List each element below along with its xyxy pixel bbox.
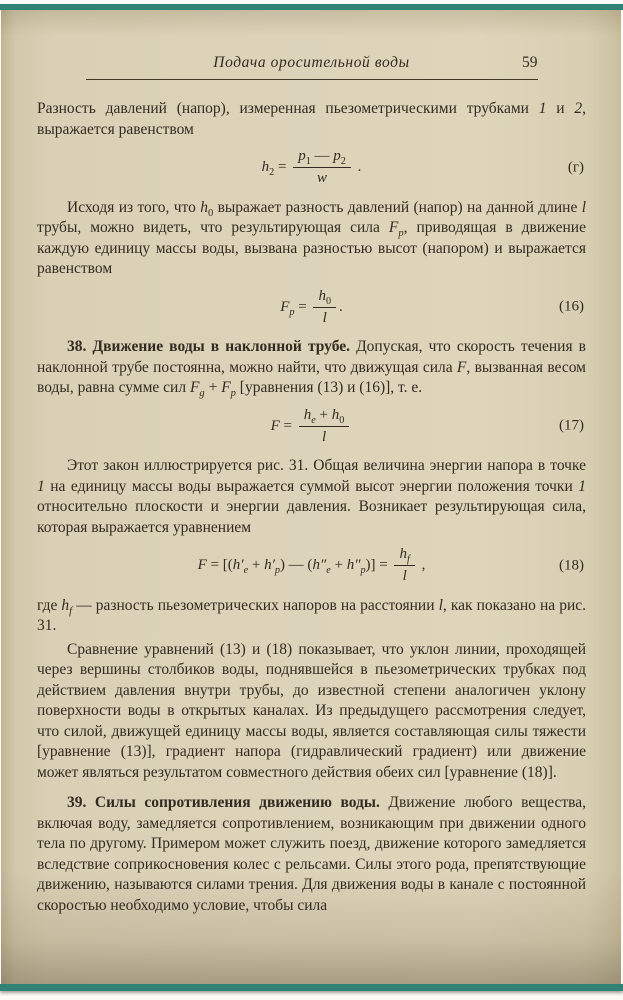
fraction-numerator: $h_e + h_0$ bbox=[299, 407, 350, 427]
equation-lhs: $F_p$ = bbox=[280, 298, 311, 318]
equation-lhs: $F = [(h'_e + h'_p)$ — $(h''_e + h''_p)$] = bbox=[197, 557, 392, 577]
equation-tail: , bbox=[417, 557, 426, 574]
paragraph-hf: где $h_f$ — разность пьезометрических напоров на расстоянии l, как показано на рис. 31. bbox=[37, 596, 586, 634]
paragraph-law: Этот закон иллюстрируется рис. 31. Общая величина энергии напора в точке 1 на единицу массы воды выражается суммой высот энергии положения точки 1 относительно плоскости и энергии давления. Возникает результирующая сила, которая выражается уравнением bbox=[37, 457, 586, 536]
fraction-denominator: l bbox=[402, 568, 407, 585]
equation-lhs: F = bbox=[270, 417, 296, 434]
equation-g bbox=[37, 148, 586, 188]
fraction-denominator: l bbox=[322, 309, 327, 326]
equation-number: (16) bbox=[559, 298, 584, 315]
fraction-numerator: $h_f$ bbox=[394, 546, 414, 566]
fraction bbox=[394, 546, 414, 586]
equation-number: (17) bbox=[559, 417, 584, 434]
equation-16 bbox=[37, 288, 586, 328]
equation-lhs: $h_2$ = bbox=[261, 159, 291, 179]
fraction bbox=[293, 148, 351, 188]
fraction-numerator: $h_0$ bbox=[313, 288, 336, 308]
equation-number: (г) bbox=[567, 159, 584, 176]
paper bbox=[1, 10, 621, 984]
paragraph-h0: Исходя из того, что $h_0$ выражает разность давлений (напор) на данной длине l трубы, можно видеть, что результирующая сила $F_p$, приводящая в движение каждую единицу массы воды, вызвана разностью высот (напором) и выражается равенством bbox=[37, 198, 586, 277]
equation-body bbox=[262, 148, 362, 188]
equation-18 bbox=[37, 546, 586, 586]
fraction-denominator: w bbox=[317, 170, 328, 187]
equation-body bbox=[280, 288, 343, 328]
page-content bbox=[37, 96, 586, 919]
equation-tail: . bbox=[353, 159, 362, 176]
fraction-numerator: $p_1$ — $p_2$ bbox=[293, 148, 351, 168]
paragraph-intro: Разность давлений (напор), измеренная пьезометрическими трубками 1 и 2, выражается равенством bbox=[37, 100, 586, 138]
equation-body bbox=[198, 546, 426, 586]
equation-number: (18) bbox=[559, 557, 584, 574]
fraction bbox=[299, 407, 350, 447]
equation-tail: . bbox=[339, 298, 343, 315]
section-39-paragraph: 39. Силы сопротивления движению воды. Движение любого вещества, включая воду, замедляется сопротивлением, возникающим при движении одного тела по другому. Примером может служить поезд, движение которого замедляется вследствие соприкосновения колес с рельсами. Силы этого рода, препятствующие движению, называются силами трения. Для движения воды в канале с постоянной скоростью необходимо условие, чтобы сила bbox=[37, 794, 586, 914]
scan-edge-bottom bbox=[0, 984, 623, 991]
fraction bbox=[313, 288, 336, 328]
paragraph-comparison: Сравнение уравнений (13) и (18) показывает, что уклон линии, проходящей через вершины столбиков воды, поднявшейся в пьезометрических трубках под действием давления внутри трубы, до известной степени аналогичен уклону поверхности воды в открытых каналах. Из предыдущего рассмотрения следует, что силой, движущей единицу массы воды, является составляющая силы тяжести [уравнение (13)], градиент напора (гидравлический градиент) или движение может являться результатом совместного действия обеих сил [уравнение (18)]. bbox=[37, 640, 586, 781]
equation-17 bbox=[37, 407, 586, 447]
page-number: 59 bbox=[522, 54, 538, 71]
section-38-paragraph: 38. Движение воды в наклонной трубе. Допуская, что скорость течения в наклонной трубе постоянна, можно найти, что движущая сила F, вызванная весом воды, равна сумме сил $F_g + F_p$ [уравнения (13) и (16)], т. е. bbox=[37, 338, 586, 400]
fraction-denominator: l bbox=[321, 428, 327, 445]
equation-body bbox=[271, 407, 353, 447]
header-rule bbox=[86, 79, 538, 80]
running-header bbox=[86, 54, 538, 75]
page-body bbox=[1, 10, 621, 919]
running-title: Подача оросительной воды bbox=[213, 54, 410, 71]
